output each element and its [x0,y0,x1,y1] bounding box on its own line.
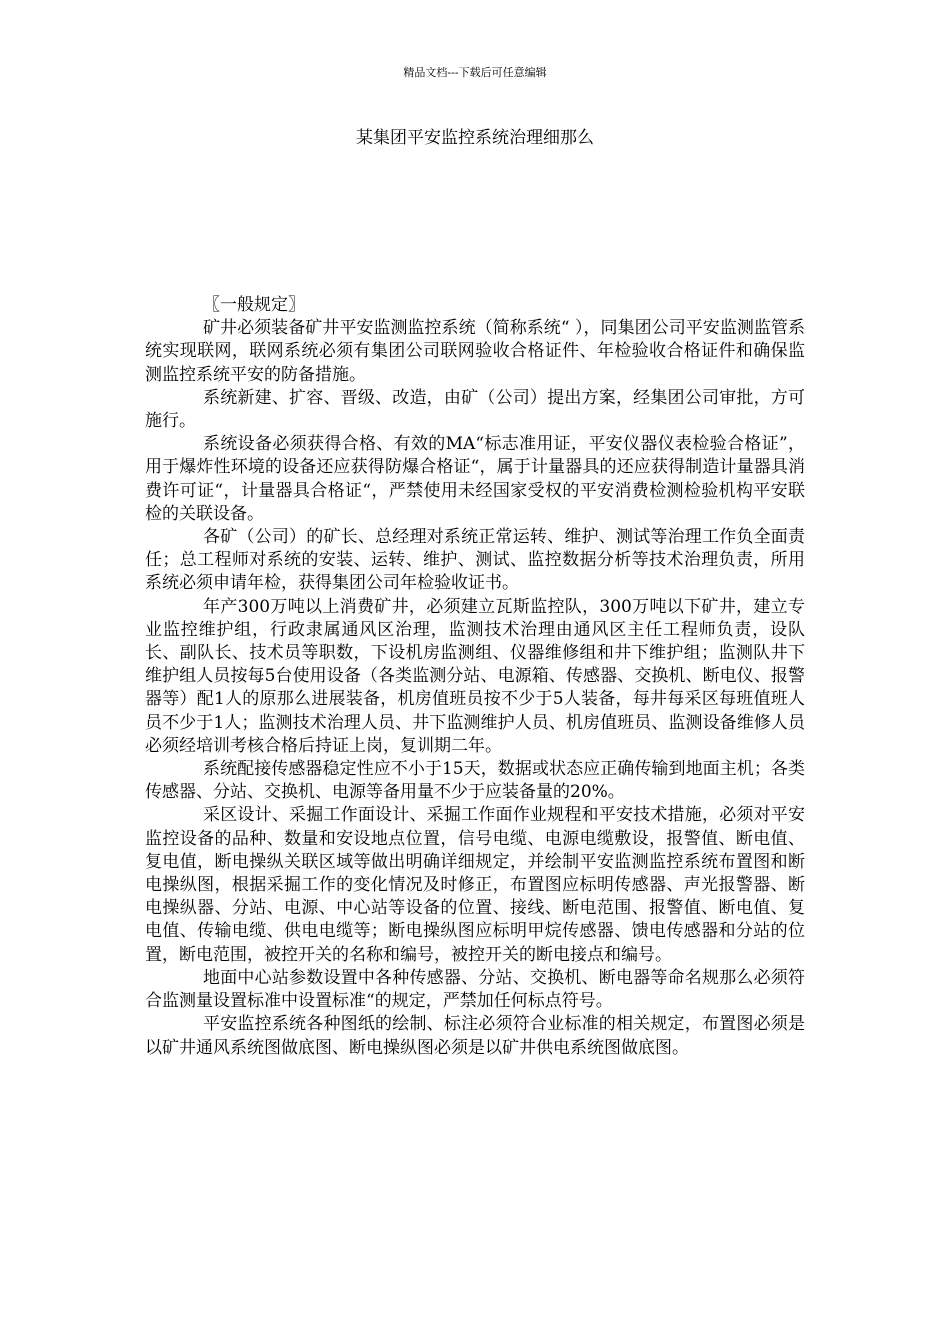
paragraph-1: 矿井必须装备矿井平安监测监控系统（简称系统“ ），同集团公司平安监测监管系统实现联网，联网系统必须有集团公司联网验收合格证件、年检验收合格证件和确保监测监控系统平安的防备措施。 [145,318,805,385]
page-header: 精品文档---下载后可任意编辑 [403,66,547,79]
paragraph-2: 系统新建、扩容、晋级、改造，由矿（公司）提出方案，经集团公司审批，方可施行。 [145,387,805,432]
paragraph-7: 采区设计、采掘工作面设计、采掘工作面作业规程和平安技术措施，必须对平安监控设备的品种、数量和安设地点位置，信号电缆、电源电缆敷设，报警值、断电值、复电值，断电操纵关联区域等做出明确详细规定，并绘制平安监测监控系统布置图和断电操纵图，根据采掘工作的变化情况及时修正，布置图应标明传感器、声光报警器、断电操纵器、分站、电源、中心站等设备的位置、接线、断电范围、报警值、断电值、复电值、传输电缆、供电电缆等；断电操纵图应标明甲烷传感器、馈电传感器和分站的位置，断电范围，被控开关的名称和编号，被控开关的断电接点和编号。 [145,805,805,965]
paragraph-4: 各矿（公司）的矿长、总经理对系统正常运转、维护、测试等治理工作负全面责任；总工程师对系统的安装、运转、维护、测试、监控数据分析等技术治理负责，所用系统必须申请年检，获得集团公司年检验收证书。 [145,527,805,594]
paragraph-5: 年产300万吨以上消费矿井，必须建立瓦斯监控队，300万吨以下矿井，建立专业监控维护组，行政隶属通风区治理，监测技术治理由通风区主任工程师负责，设队长、副队长、技术员等职数，下设机房监测组、仪器维修组和井下维护组；监测队井下维护组人员按每5台使用设备（各类监测分站、电源箱、传感器、交换机、断电仪、报警器等）配1人的原那么进展装备，机房值班员按不少于5人装备，每井每采区每班值班人员不少于1人；监测技术治理人员、井下监测维护人员、机房值班员、监测设备维修人员必须经培训考核合格后持证上岗，复训期二年。 [145,596,805,756]
paragraph-6: 系统配接传感器稳定性应不小于15天，数据或状态应正确传输到地面主机；各类传感器、分站、交换机、电源等备用量不少于应装备量的20%。 [145,759,805,803]
document-title: 某集团平安监控系统治理细那么 [356,128,594,148]
document-body [145,294,805,1060]
paragraph-3: 系统设备必须获得合格、有效的MA“标志准用证，平安仪器仪表检验合格证”，用于爆炸性环境的设备还应获得防爆合格证“，属于计量器具的还应获得制造计量器具消费许可证“，计量器具合格证“，严禁使用未经国家受权的平安消费检测检验机构平安联检的关联设备。 [145,434,805,524]
paragraph-8: 地面中心站参数设置中各种传感器、分站、交换机、断电器等命名规那么必须符合监测量设置标准中设置标准“的规定，严禁加任何标点符号。 [145,967,805,1012]
paragraph-9: 平安监控系统各种图纸的绘制、标注必须符合业标准的相关规定，布置图必须是以矿井通风系统图做底图、断电操纵图必须是以矿井供电系统图做底图。 [145,1014,805,1058]
section-heading: 〖一般规定〗 [203,295,305,315]
